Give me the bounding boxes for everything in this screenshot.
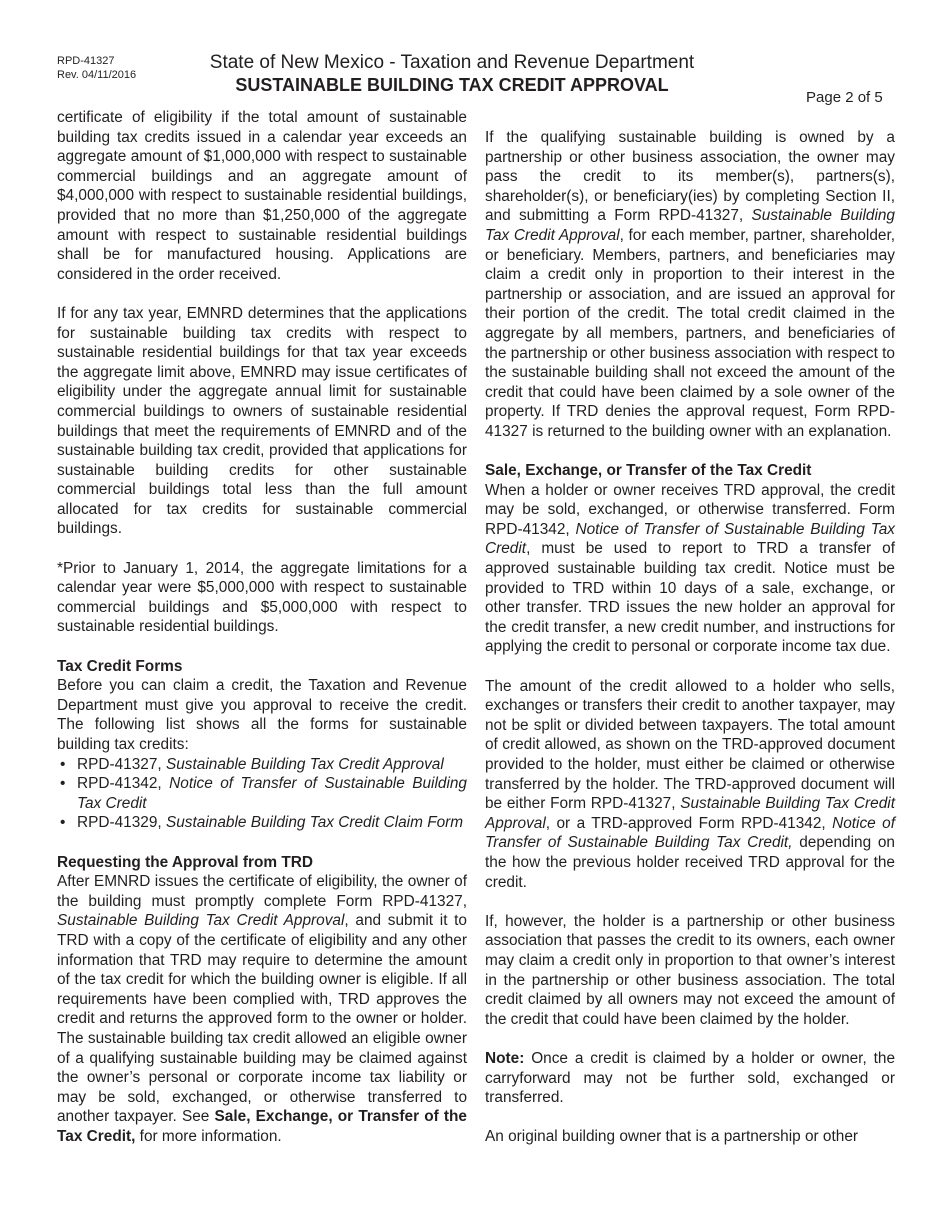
credit-amount-paragraph xyxy=(485,677,895,893)
list-item xyxy=(57,774,467,813)
prior-limits-paragraph: *Prior to January 1, 2014, the aggregate limitations for a calendar year were $5,000,000 with respect to sustainable commercial buildings and $5,000,000 with respect to sustainable residential buildings. xyxy=(57,559,467,636)
page-number: Page 2 of 5 xyxy=(806,89,883,106)
form-name: Sustainable Building Tax Credit Approval xyxy=(57,912,345,930)
form-name: Sustainable Building Tax Credit Approval xyxy=(165,755,444,773)
text-run: , or a TRD-approved Form RPD-41342, xyxy=(545,814,833,832)
section-reference: Sale, Exchange, or Transfer of the Tax Credit, xyxy=(57,1108,467,1145)
form-name: Notice of Transfer of Sustainable Building Tax Credit xyxy=(77,775,467,812)
form-code: RPD-41327, xyxy=(77,755,166,773)
sale-exchange-paragraph xyxy=(485,481,895,657)
aggregate-limits-paragraph: certificate of eligibility if the total amount of sustainable building tax credits issued in a calendar year exceeds an aggregate amount of $1,000,000 with respect to sustainable commercial buildings and an aggregate amount of $4,000,000 with respect to sustainable residential buildings, provided that no more than $1,250,000 of the aggregate amount with respect to sustainable residential buildings shall be for manufactured housing. Applications are considered in the order received. xyxy=(57,109,467,283)
form-name: Notice of Transfer of Sustainable Building Tax Credit xyxy=(485,520,895,558)
form-name: Notice of Transfer of Sustainable Building Tax Credit, xyxy=(485,814,895,852)
emnrd-determination-paragraph: If for any tax year, EMNRD determines that the applications for sustainable building tax credits with respect to sustainable residential buildings for that tax year exceeds the aggregate limit above, EMNRD may issue certificates of eligibility under the aggregate annual limit for sustainable commercial buildings to owners of sustainable residential buildings that meet the requirements of EMNRD and of the sustainable building tax credit, provided that applications for sustainable building credits for other sustainable commercial buildings total less than the full amount allocated for tax credits for sustainable commercial buildings. xyxy=(57,304,467,538)
original-owner-paragraph: An original building owner that is a partnership or other xyxy=(485,1128,859,1146)
text-run: depending on the how the previous holder received TRD approval for the credit. xyxy=(485,834,895,891)
left-column xyxy=(57,108,467,1166)
bullet-icon: • xyxy=(60,755,66,773)
requesting-approval-heading: Requesting the Approval from TRD xyxy=(57,853,313,871)
form-name: Sustainable Building Tax Credit Approval xyxy=(485,795,895,832)
text-run: After EMNRD issues the certificate of eligibility, the owner of the building must promptly complete Form RPD-41327, xyxy=(57,873,467,910)
form-number: RPD-41327 xyxy=(57,55,115,67)
sale-exchange-heading: Sale, Exchange, or Transfer of the Tax Credit xyxy=(485,462,812,480)
form-name: Sustainable Building Tax Credit Approval xyxy=(485,207,895,244)
form-name: Sustainable Building Tax Credit Claim Form xyxy=(165,814,464,832)
partnership-holder-paragraph: If, however, the holder is a partnership or other business association that passes the credit to its owners, each owner may claim a credit only in proportion to that owner’s interest in the partnership or other business association. The total credit claimed by all owners may not exceed the amount of the credit that could have been claimed by the holder. xyxy=(485,912,895,1028)
list-item xyxy=(57,813,467,833)
tax-credit-forms-intro: Before you can claim a credit, the Taxation and Revenue Department must give you approval to receive the credit. The following list shows all the forms for sustainable building tax credits: xyxy=(57,677,467,753)
text-run: , for each member, partner, shareholder, or beneficiary. Members, partners, and beneficiaries may claim a credit only in proportion to their interest in the partnership or association, and are issued an approval for their portion of the credit. The total credit claimed in the aggregate by all members, partners, and beneficiaries of the partnership or other business association with respect to the sustainable building shall not exceed the amount of the credit that could have been claimed by a sole owner of the property. If TRD denies the approval request, Form RPD-41327 is returned to the building owner with an explanation. xyxy=(485,226,895,440)
note-label: Note: xyxy=(485,1049,525,1067)
form-code: RPD-41329, xyxy=(77,814,166,832)
form-revision: Rev. 04/11/2016 xyxy=(57,69,137,81)
text-run: When a holder or owner receives TRD approval, the credit may be sold, exchanged, or otherwise transferred. Form RPD-41342, xyxy=(485,481,895,538)
department-name: State of New Mexico - Taxation and Revenue Department xyxy=(209,52,695,73)
text-run: for more information. xyxy=(135,1127,282,1145)
bullet-icon: • xyxy=(60,775,66,793)
text-run: If the qualifying sustainable building is owned by a partnership or other business association, the owner may pass the credit to its member(s), partners(s), shareholder(s), or beneficiary(ies) by completing Section II, and submitting a Form RPD-41327, xyxy=(485,129,895,225)
form-code: RPD-41342, xyxy=(77,775,170,793)
form-title: SUSTAINABLE BUILDING TAX CREDIT APPROVAL xyxy=(235,75,669,95)
list-item xyxy=(57,755,467,775)
text-run: , must be used to report to TRD a transfer of approved sustainable building tax credit. Notice must be provided to TRD within 10 days of a sale, exchange, or other transfer. TRD issues the new holder an approval for the credit transfer, a new credit number, and instructions for applying the credit to personal or corporate income tax due. xyxy=(485,540,895,656)
right-column xyxy=(485,128,895,1166)
forms-list xyxy=(57,755,467,833)
bullet-icon: • xyxy=(60,814,66,832)
tax-credit-forms-heading: Tax Credit Forms xyxy=(57,657,183,675)
note-paragraph xyxy=(485,1049,895,1108)
requesting-approval-paragraph xyxy=(57,872,467,1146)
text-run: , and submit it to TRD with a copy of the certificate of eligibility and any other information that TRD may require to determine the amount of the tax credit for which the building owner is eligible. If all requirements have been complied with, TRD approves the credit and returns the approved form to the owner or holder. The sustainable building tax credit allowed an eligible owner of a qualifying sustainable building may be claimed against the owner’s personal or corporate income tax liability or may be sold, exchanged, or otherwise transferred to another taxpayer. See xyxy=(57,912,467,1126)
text-run: The amount of the credit allowed to a holder who sells, exchanges or transfers their credit to another taxpayer, may not be split or divided between taxpayers. The total amount of credit allowed, as shown on the TRD-approved document provided to the holder, must either be claimed or otherwise transferred by the holder. The TRD-approved document will be either Form RPD-41327, xyxy=(485,677,895,813)
partnership-paragraph xyxy=(485,128,895,442)
text-run: Once a credit is claimed by a holder or owner, the carryforward may not be further sold, exchanged or transferred. xyxy=(485,1049,895,1107)
